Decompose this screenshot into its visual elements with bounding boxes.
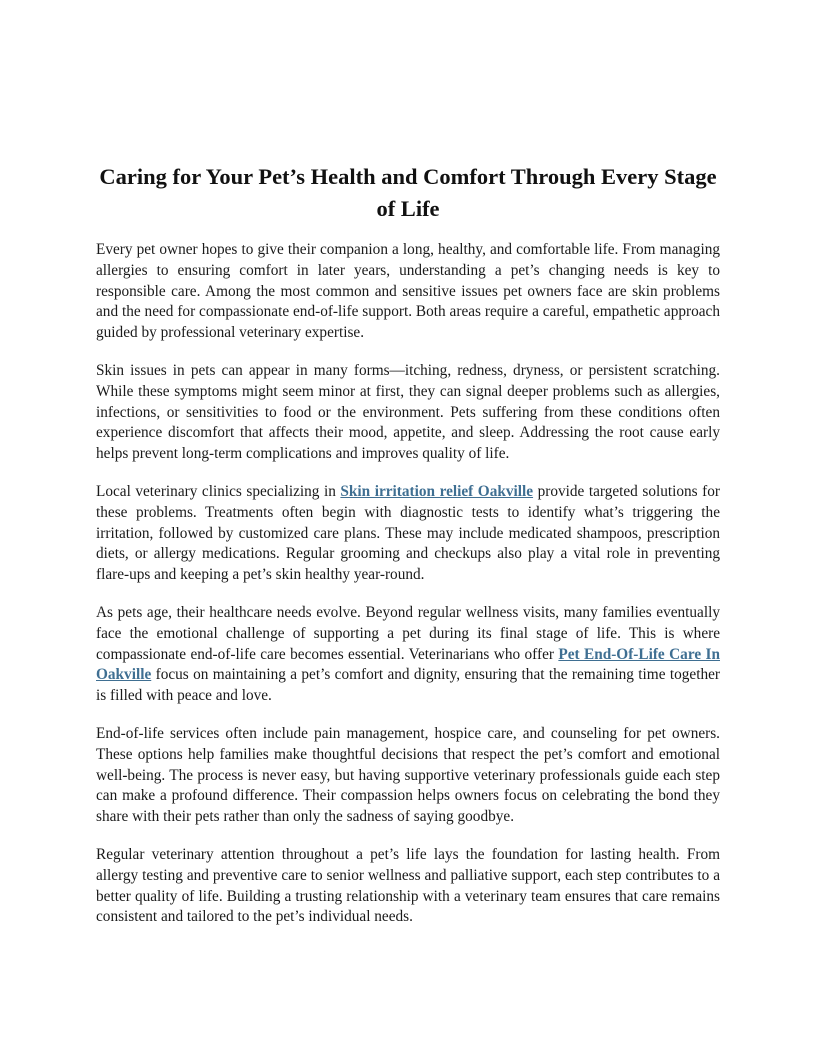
page-title: Caring for Your Pet’s Health and Comfort Through Every Stage of Life (99, 164, 717, 221)
paragraph-text-before-link: Local veterinary clinics specializing in (96, 482, 341, 500)
paragraph-end-of-life-services: End-of-life services often include pain management, hospice care, and counseling for pet owners. These options help families make thoughtful decisions that respect the pet’s comfort and emotional well-being. The process is never easy, but having supportive veterinary professionals guide each step can make a profound difference. Their compassion helps owners focus on celebrating the bond they share with their pets rather than only the sadness of saying goodbye. (96, 724, 720, 826)
skin-irritation-relief-link[interactable]: Skin irritation relief Oakville (340, 482, 534, 500)
paragraph-aging-pets (96, 603, 720, 707)
paragraph-text-before-link: As pets age, their healthcare needs evolve. Beyond regular wellness visits, many families eventually face the emotional challenge of supporting a pet during its final stage of life. This is where compassionate end-of-life care becomes essential. Veterinarians who offer (96, 603, 720, 663)
end-of-life-care-link[interactable]: Pet End-Of-Life Care In Oakville (96, 645, 720, 684)
paragraph-intro: Every pet owner hopes to give their companion a long, healthy, and comfortable life. From managing allergies to ensuring comfort in later years, understanding a pet’s changing needs is key to responsible care. Among the most common and sensitive issues pet owners face are skin problems and the need for compassionate end-of-life support. Both areas require a careful, empathetic approach guided by professional veterinary expertise. (96, 241, 720, 342)
document-body (96, 240, 720, 945)
paragraph-skin-issues: Skin issues in pets can appear in many forms—itching, redness, dryness, or persistent scratching. While these symptoms might seem minor at first, they can signal deeper problems such as allergies, infections, or sensitivities to food or the environment. Pets suffering from these conditions often experience discomfort that affects their mood, appetite, and sleep. Addressing the root cause early helps prevent long-term complications and improves quality of life. (96, 361, 720, 463)
paragraph-local-clinics (96, 482, 720, 586)
paragraph-text-after-link: focus on maintaining a pet’s comfort and dignity, ensuring that the remaining time together is filled with peace and love. (96, 666, 720, 705)
paragraph-conclusion: Regular veterinary attention throughout a pet’s life lays the foundation for lasting health. From allergy testing and preventive care to senior wellness and palliative support, each step contributes to a better quality of life. Building a trusting relationship with a veterinary team ensures that care remains consistent and tailored to the pet’s individual needs. (96, 845, 720, 926)
paragraph-text-after-link: provide targeted solutions for these problems. Treatments often begin with diagnostic tests to identify what’s triggering the irritation, followed by customized care plans. These may include medicated shampoos, prescription diets, or allergy medications. Regular grooming and checkups also play a vital role in preventing flare-ups and keeping a pet’s skin healthy year-round. (96, 482, 720, 584)
